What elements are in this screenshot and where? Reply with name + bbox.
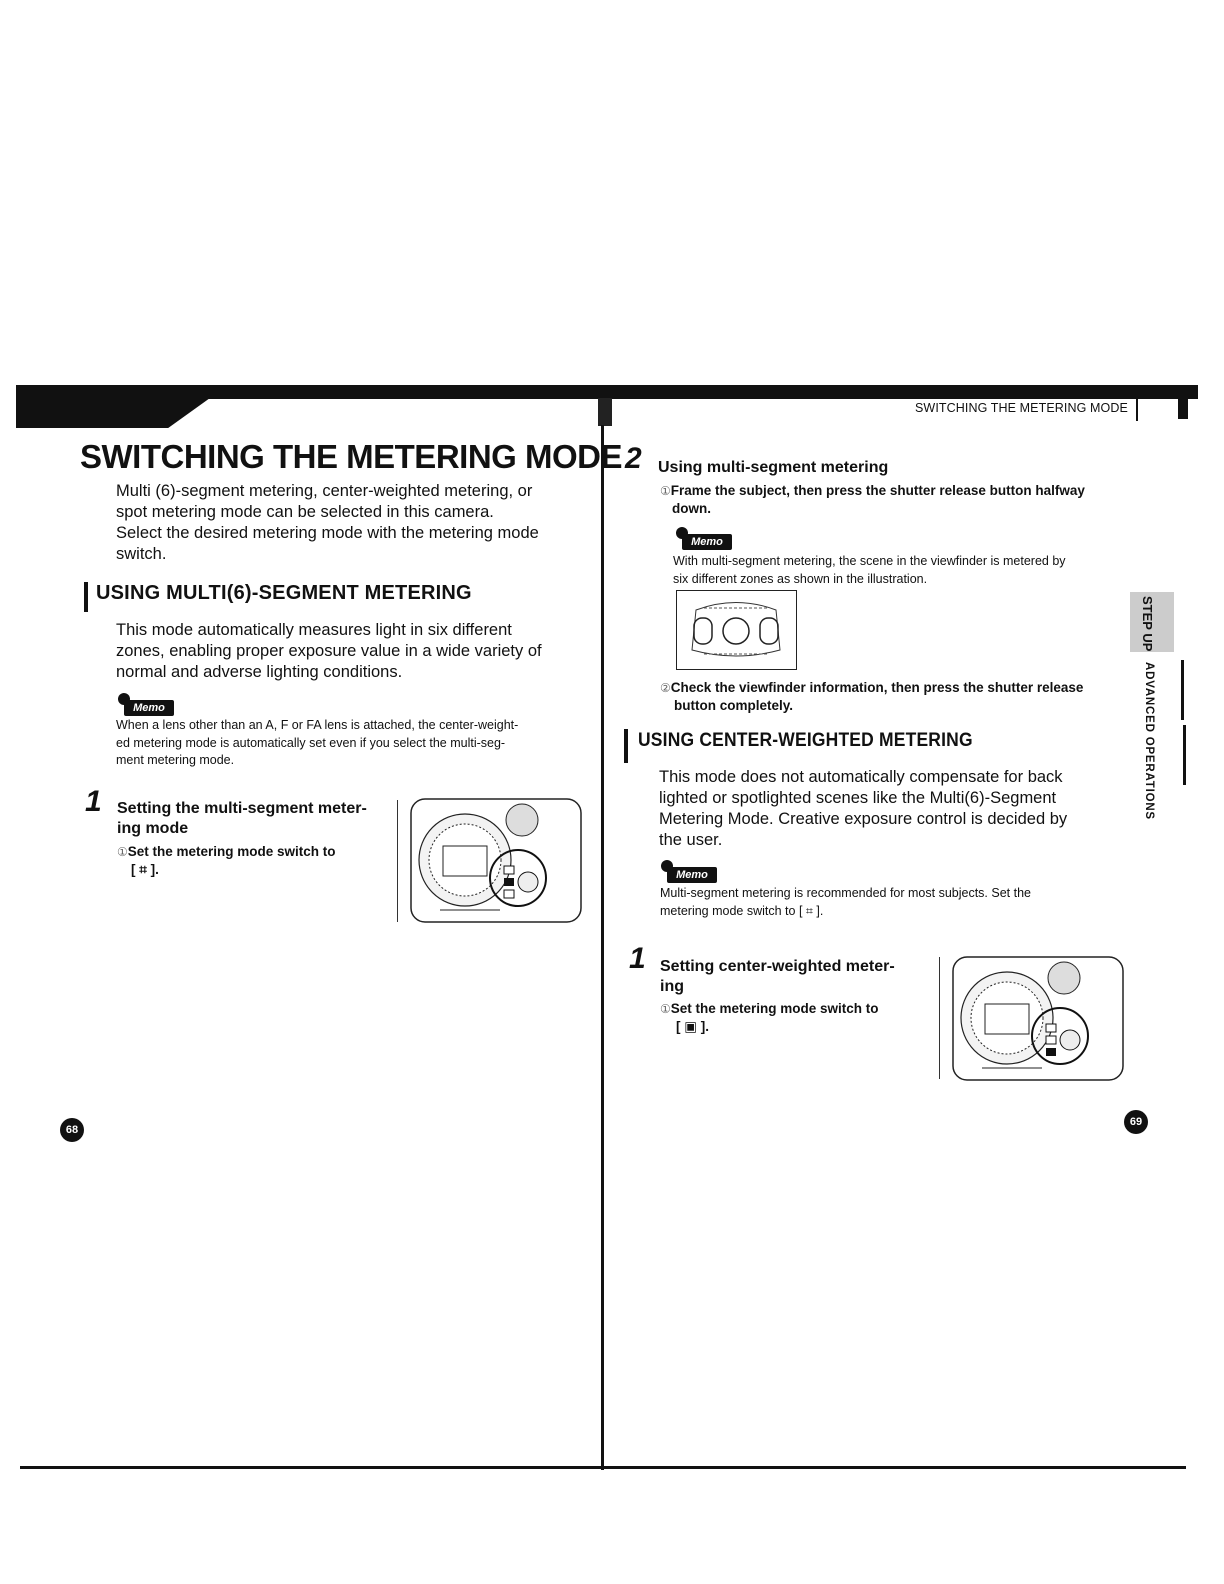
step-instruction <box>660 1000 930 1036</box>
instruction-line: [ ▣ ]. <box>676 1019 709 1034</box>
camera-dial-illustration <box>410 798 582 923</box>
instruction-line: Set the metering mode switch to <box>670 1001 879 1016</box>
body-line: the user. <box>659 831 723 849</box>
step-instruction <box>660 482 1130 518</box>
memo-text <box>116 717 586 770</box>
memo-badge: Memo <box>124 700 174 716</box>
section-body-center <box>659 767 1129 851</box>
illustration-rule <box>939 957 940 1079</box>
intro-line: switch. <box>116 545 167 563</box>
intro-line: spot metering mode can be selected in this camera. <box>116 503 494 521</box>
header-left-block <box>20 398 210 428</box>
body-line: Metering Mode. Creative exposure control is decided by <box>659 810 1068 828</box>
running-title-bar <box>1136 399 1138 421</box>
running-title: SWITCHING THE METERING MODE <box>915 401 1128 415</box>
side-tab-bar <box>1181 660 1184 720</box>
memo-line: Multi-segment metering is recommended for most subjects. Set the <box>660 886 1031 900</box>
memo-line: ment metering mode. <box>116 753 235 767</box>
instruction-line: [ ⌗ ]. <box>131 862 159 877</box>
intro-text <box>116 481 586 565</box>
body-line: lighted or spotlighted scenes like the Multi(6)-Segment <box>659 789 1057 807</box>
memo-icon <box>674 527 734 551</box>
header-left-mark <box>16 398 20 428</box>
side-tab-bar <box>1183 725 1186 785</box>
illustration-rule <box>397 800 398 922</box>
step-instruction <box>660 679 1130 715</box>
page-number-left: 68 <box>60 1118 84 1142</box>
header-bar <box>16 385 1198 399</box>
header-center-block <box>598 398 612 426</box>
step-number: 2 <box>625 442 642 475</box>
instruction-line: down. <box>672 501 711 516</box>
step-title-line: Setting the multi-segment meter- <box>117 800 367 817</box>
body-line: normal and adverse lighting conditions. <box>116 663 403 681</box>
step-number: 1 <box>85 785 102 818</box>
step-marker: ① <box>660 1002 671 1016</box>
memo-icon <box>116 693 176 717</box>
step-marker: ② <box>660 681 671 695</box>
step-number: 1 <box>629 942 646 975</box>
memo-icon <box>659 860 719 884</box>
section-heading-multi: USING MULTI(6)-SEGMENT METERING <box>96 582 472 604</box>
page-number-right: 69 <box>1124 1110 1148 1134</box>
section-marker <box>84 582 88 612</box>
intro-line: Multi (6)-segment metering, center-weighted metering, or <box>116 482 533 500</box>
instruction-line: Set the metering mode switch to <box>127 844 336 859</box>
memo-text <box>673 553 1133 588</box>
footer-rule <box>20 1466 1186 1469</box>
camera-dial-illustration <box>952 956 1124 1081</box>
section-body-multi <box>116 620 586 683</box>
memo-badge: Memo <box>682 534 732 550</box>
memo-line: ed metering mode is automatically set even if you select the multi-seg- <box>116 735 506 750</box>
step-marker: ① <box>660 484 671 498</box>
body-line: This mode does not automatically compensate for back <box>659 768 1063 786</box>
memo-text <box>660 885 1120 920</box>
page-title: SWITCHING THE METERING MODE <box>80 438 622 475</box>
body-line: This mode automatically measures light in six different <box>116 621 512 639</box>
step-up-badge-icon <box>1130 592 1174 652</box>
step-title-line: ing <box>660 978 684 995</box>
memo-line: When a lens other than an A, F or FA lens is attached, the center-weight- <box>116 718 519 732</box>
memo-line: metering mode switch to [ ⌗ ]. <box>660 903 824 918</box>
section-heading-center: USING CENTER-WEIGHTED METERING <box>638 730 973 751</box>
intro-line: Select the desired metering mode with the metering mode <box>116 524 539 542</box>
instruction-line: Frame the subject, then press the shutter release button halfway <box>670 483 1085 498</box>
step-marker: ① <box>117 845 128 859</box>
section-marker <box>624 729 628 763</box>
step-title-line: ing mode <box>117 820 189 837</box>
step-title <box>660 957 930 997</box>
six-zone-diagram <box>676 590 797 670</box>
side-tab-advanced-operations: ADVANCED OPERATIONS <box>1143 662 1155 820</box>
step-title-line: Setting center-weighted meter- <box>660 958 895 975</box>
step-instruction <box>117 843 387 879</box>
step-title <box>117 799 392 839</box>
memo-badge: Memo <box>667 867 717 883</box>
body-line: zones, enabling proper exposure value in a wide variety of <box>116 642 542 660</box>
page-divider <box>601 425 604 1470</box>
step-title: Using multi-segment metering <box>658 459 889 476</box>
memo-line: With multi-segment metering, the scene in the viewfinder is metered by <box>673 554 1066 568</box>
step-up-label: STEP UP <box>1140 596 1155 652</box>
memo-line: six different zones as shown in the illustration. <box>673 571 928 586</box>
header-right-cap <box>1178 385 1188 419</box>
instruction-line: button completely. <box>674 698 794 713</box>
instruction-line: Check the viewfinder information, then press the shutter release <box>670 680 1084 695</box>
